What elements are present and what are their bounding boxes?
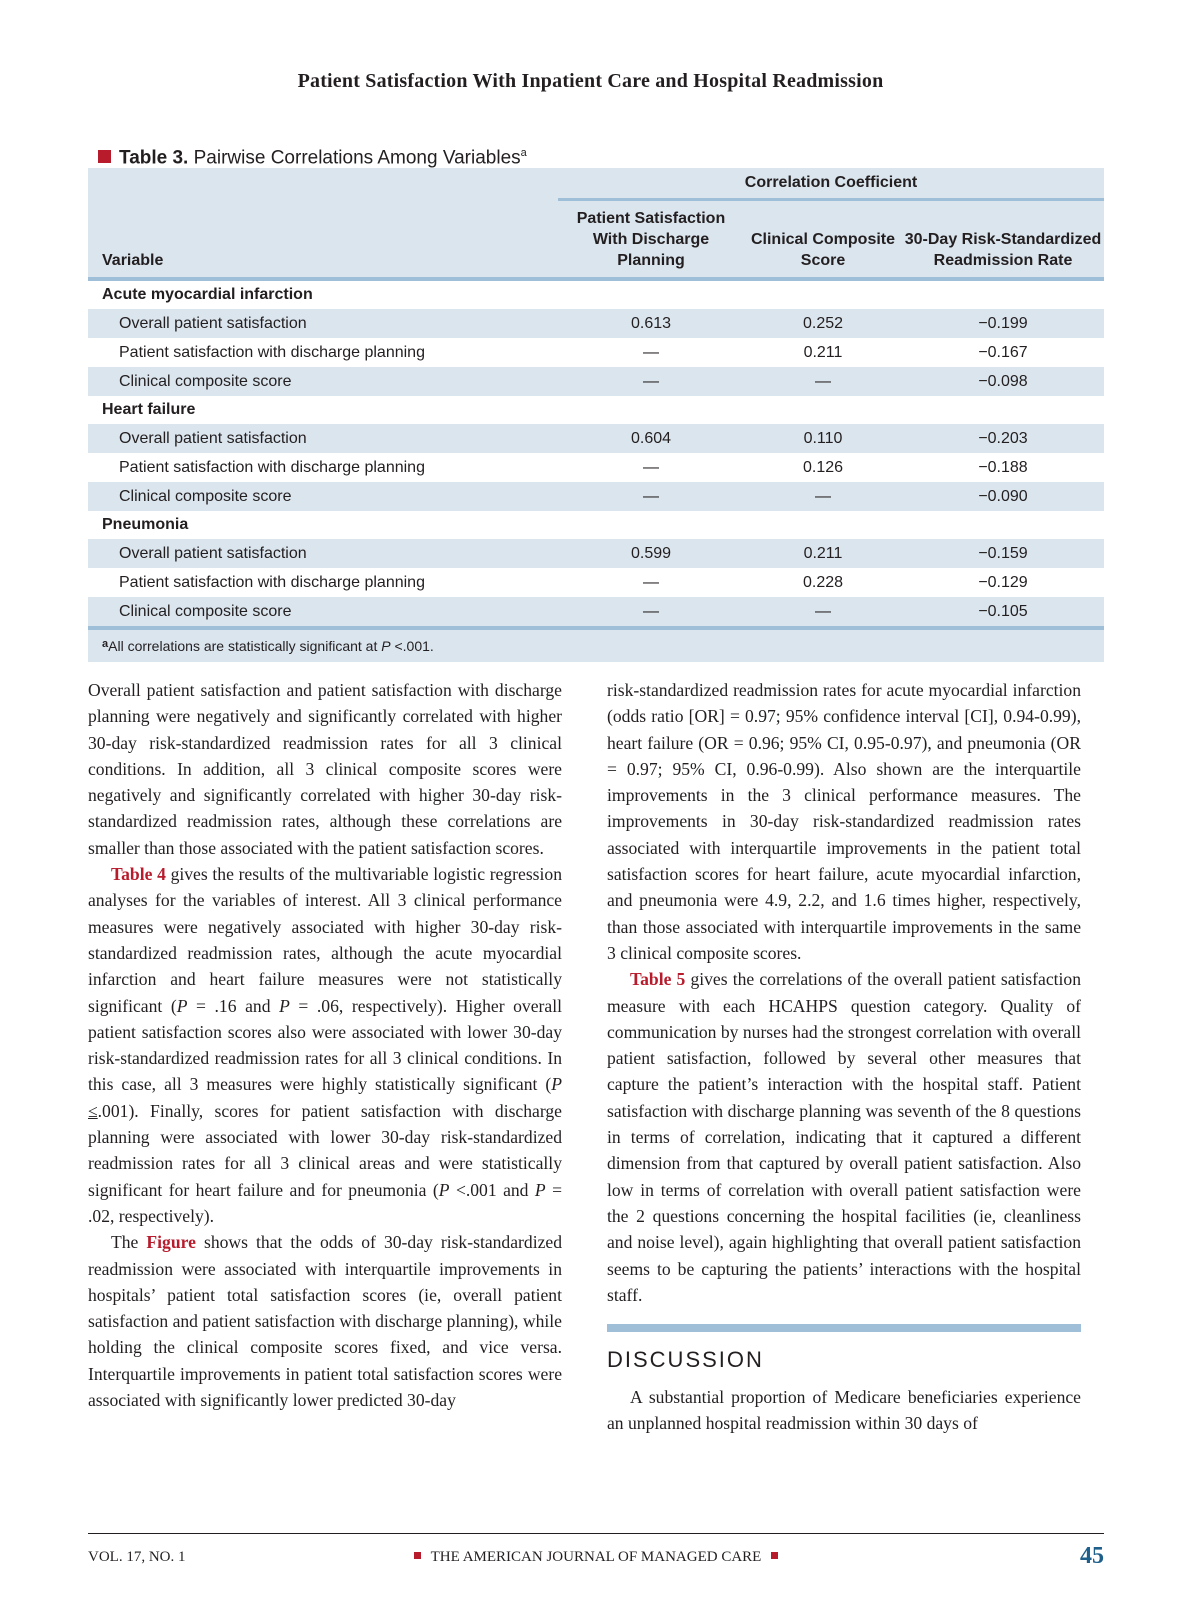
col-header-variable: Variable	[88, 200, 558, 280]
italic-text: P	[176, 995, 188, 1016]
paragraph	[607, 677, 1081, 966]
cell-discharge-planning: —	[558, 338, 744, 367]
paragraph	[607, 966, 1081, 1308]
row-label: Overall patient satisfaction	[88, 309, 558, 338]
running-head: Patient Satisfaction With Inpatient Care and Hospital Readmission	[297, 70, 884, 92]
cell-clinical-composite: 0.252	[744, 309, 902, 338]
table-caption	[88, 140, 1104, 168]
table-footnote	[88, 628, 1104, 662]
cell-clinical-composite: 0.126	[744, 453, 902, 482]
cross-reference-link[interactable]: Figure	[146, 1232, 196, 1253]
cell-readmission-rate: −0.167	[902, 338, 1104, 367]
text-run: The	[111, 1232, 147, 1253]
paragraph	[88, 1229, 562, 1413]
page-footer	[88, 1543, 1104, 1573]
row-label: Patient satisfaction with discharge planning	[88, 568, 558, 597]
cell-discharge-planning: —	[558, 482, 744, 511]
table-row	[88, 568, 1104, 597]
col-header-clinical-composite: Clinical Composite Score	[744, 200, 902, 280]
cell-readmission-rate: −0.203	[902, 424, 1104, 453]
cell-discharge-planning: 0.599	[558, 539, 744, 568]
cell-clinical-composite: —	[744, 482, 902, 511]
section-row	[88, 396, 1104, 424]
footer-journal	[88, 1549, 1104, 1566]
page-number: 45	[1080, 1543, 1104, 1569]
cell-readmission-rate: −0.129	[902, 568, 1104, 597]
italic-text: P	[279, 995, 290, 1016]
table-row	[88, 338, 1104, 367]
table-title: Pairwise Correlations Among Variables	[193, 147, 521, 169]
paragraph	[88, 861, 562, 1229]
text-run: = .06, respectively). Higher overall patient satisfaction scores also were associated with lower 30-day risk-standardized readmission rates for all 3 clinical conditions. In this case, all 3 measures were highly statistically significant (	[88, 995, 562, 1095]
text-run: shows that the odds of 30-day risk-standardized readmission were associated with interquartile improvements in hospitals’ patient total satisfaction scores (ie, overall patient satisfaction and patient satisfaction with discharge planning), while holding the clinical composite scores fixed, and vice versa. Interquartile improvements in patient total satisfaction scores were associated with significantly lower predicted 30-day	[88, 1232, 562, 1411]
cell-readmission-rate: −0.105	[902, 597, 1104, 628]
cell-clinical-composite: 0.211	[744, 338, 902, 367]
right-column	[607, 677, 1081, 1437]
square-bullet-icon	[98, 150, 111, 163]
table-label: Table 3.	[119, 147, 189, 169]
row-label: Patient satisfaction with discharge planning	[88, 453, 558, 482]
section-title: Acute myocardial infarction	[88, 279, 1104, 309]
left-column-paragraphs	[88, 677, 562, 1413]
cell-readmission-rate: −0.159	[902, 539, 1104, 568]
symbol-text: ≤	[88, 1100, 98, 1121]
cell-discharge-planning: —	[558, 597, 744, 628]
footnote-value: <.001.	[390, 638, 434, 654]
cell-discharge-planning: —	[558, 453, 744, 482]
text-run: = .16 and	[187, 995, 280, 1016]
cell-discharge-planning: —	[558, 568, 744, 597]
cell-discharge-planning: 0.604	[558, 424, 744, 453]
col-header-readmission-rate: 30-Day Risk-Standardized Readmission Rate	[902, 200, 1104, 280]
footer-rule	[88, 1533, 1104, 1534]
cell-clinical-composite: —	[744, 597, 902, 628]
row-label: Clinical composite score	[88, 597, 558, 628]
table-row	[88, 367, 1104, 396]
correlation-table	[88, 168, 1104, 662]
footnote-text: All correlations are statistically significant at	[108, 638, 382, 654]
cross-reference-link[interactable]: Table 4	[111, 864, 166, 885]
table-row	[88, 597, 1104, 628]
cell-readmission-rate: −0.199	[902, 309, 1104, 338]
table-row	[88, 539, 1104, 568]
square-bullet-icon	[414, 1552, 421, 1559]
footnote-p: P	[381, 638, 391, 654]
text-run: gives the results of the multivariable logistic regression analyses for the variables of interest. All 3 clinical performance measures were negatively associated with higher 30-day risk-standardized readmission rates, although the acute myocardial infarction and heart failure measures were not statistically significant (	[88, 864, 562, 1016]
row-label: Overall patient satisfaction	[88, 424, 558, 453]
table-row	[88, 453, 1104, 482]
table-3	[88, 140, 1104, 662]
italic-text: P	[438, 1179, 450, 1200]
square-bullet-icon	[771, 1552, 778, 1559]
discussion-paragraph: A substantial proportion of Medicare beneficiaries experience an unplanned hospital readmission within 30 days of	[607, 1387, 1081, 1434]
cell-discharge-planning: 0.613	[558, 309, 744, 338]
left-column	[88, 677, 562, 1413]
footer-volume: VOL. 17, NO. 1	[88, 1549, 186, 1565]
text-run: Overall patient satisfaction and patient satisfaction with discharge planning were negatively and significantly correlated with higher 30-day risk-standardized readmission rates for all 3 clinical conditions. In addition, all 3 clinical composite scores were negatively and significantly correlated with higher 30-day risk-standardized readmission rates, although these correlations are smaller than those associated with the patient satisfaction scores.	[88, 680, 562, 858]
section-title: Heart failure	[88, 396, 1104, 424]
cell-clinical-composite: —	[744, 367, 902, 396]
table-row	[88, 424, 1104, 453]
cell-readmission-rate: −0.090	[902, 482, 1104, 511]
col-header-discharge-planning: Patient Satisfaction With Discharge Planning	[558, 200, 744, 280]
text-run: <.001 and	[449, 1179, 535, 1200]
table-title-footnote-mark: a	[520, 147, 527, 159]
cell-clinical-composite: 0.211	[744, 539, 902, 568]
cell-clinical-composite: 0.110	[744, 424, 902, 453]
table-body	[88, 279, 1104, 628]
row-label: Patient satisfaction with discharge planning	[88, 338, 558, 367]
text-run: = .02, respectively).	[88, 1179, 563, 1226]
section-row	[88, 279, 1104, 309]
cell-clinical-composite: 0.228	[744, 568, 902, 597]
row-label: Clinical composite score	[88, 367, 558, 396]
row-label: Clinical composite score	[88, 482, 558, 511]
row-label: Overall patient satisfaction	[88, 539, 558, 568]
section-title: Pneumonia	[88, 511, 1104, 539]
cross-reference-link[interactable]: Table 5	[630, 969, 686, 990]
header-spacer	[88, 168, 558, 200]
footnote-mark: a	[102, 638, 109, 650]
right-column-paragraphs	[607, 677, 1081, 1308]
table-row	[88, 309, 1104, 338]
text-run: risk-standardized readmission rates for acute myocardial infarction (odds ratio [OR] = 0.97; 95% confidence interval [CI], 0.94-0.99), heart failure (OR = 0.96; 95% CI, 0.95-0.97), and pneumonia (OR = 0.97; 95% CI, 0.96-0.99). Also shown are the interquartile improvements in the 3 clinical performance measures. The improvements in 30-day risk-standardized readmission rates associated with interquartile improvements in the patient total satisfaction scores for heart failure, acute myocardial infarction, and pneumonia were 4.9, 2.2, and 1.6 times higher, respectively, than those associated with interquartile improvements in the same 3 clinical composite scores.	[607, 680, 1081, 963]
text-run: .001). Finally, scores for patient satisfaction with discharge planning were associated with lower 30-day risk-standardized readmission rates for all 3 clinical areas and were statistically significant for heart failure and for pneumonia (	[88, 1100, 562, 1200]
section-heading: DISCUSSION	[607, 1347, 764, 1373]
section-row	[88, 511, 1104, 539]
paragraph	[88, 677, 562, 861]
section-rule	[607, 1324, 1081, 1332]
italic-text: P	[551, 1074, 562, 1095]
table-row	[88, 482, 1104, 511]
cell-readmission-rate: −0.098	[902, 367, 1104, 396]
text-run: gives the correlations of the overall patient satisfaction measure with each HCAHPS question category. Quality of communication by nurses had the strongest correlation with overall patient satisfaction, followed by several other measures that capture the patient’s interaction with the hospital staff. Patient satisfaction with discharge planning was seventh of the 8 questions in terms of correlation, indicating that it captured a different dimension from that captured by overall patient satisfaction. Also low in terms of correlation with overall patient satisfaction were the 2 questions concerning the hospital facilities (ie, cleanliness and noise level), again highlighting that overall patient satisfaction seems to be capturing the patients’ interactions with the hospital staff.	[607, 969, 1081, 1305]
footer-journal-name: THE AMERICAN JOURNAL OF MANAGED CARE	[430, 1549, 762, 1565]
italic-text: P	[534, 1179, 546, 1200]
group-header: Correlation Coefficient	[558, 168, 1104, 200]
cell-discharge-planning: —	[558, 367, 744, 396]
cell-readmission-rate: −0.188	[902, 453, 1104, 482]
